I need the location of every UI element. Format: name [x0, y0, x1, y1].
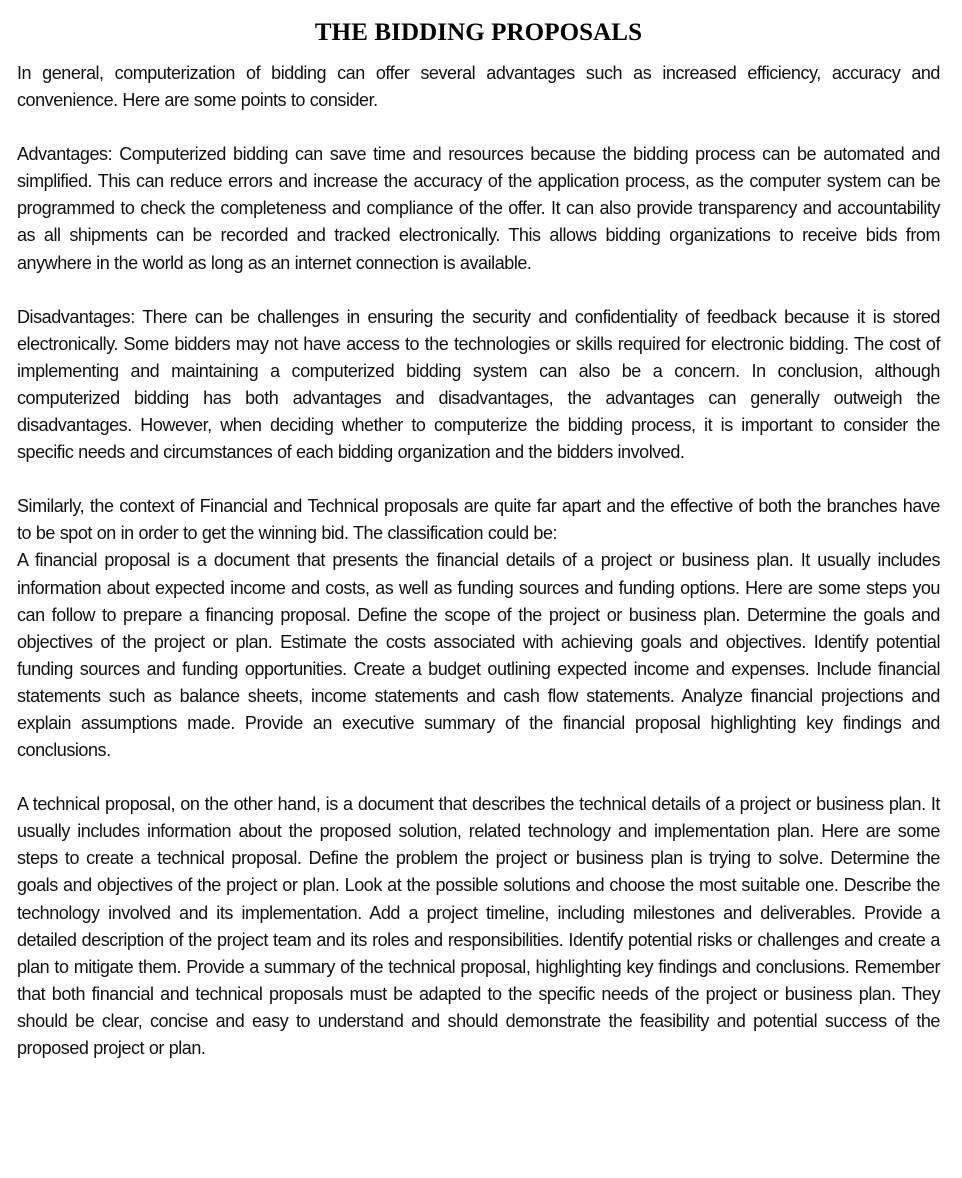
- intro-paragraph: In general, computerization of bidding can offer several advantages such as increased efficiency, accuracy and convenience. Here are some points to consider.: [17, 63, 940, 111]
- document-body: [17, 60, 940, 1062]
- technical-proposal-paragraph: A technical proposal, on the other hand, is a document that describes the technical details of a project or business plan. It usually includes information about the proposed solution, related technology and implementation plan. Here are some steps to create a technical proposal. Define the problem the project or business plan is trying to solve. Determine the goals and objectives of the project or plan. Look at the possible solutions and choose the most suitable one. Describe the technology involved and its implementation. Add a project timeline, including milestones and deliverables. Provide a detailed description of the project team and its roles and responsibilities. Identify potential risks or challenges and create a plan to mitigate them. Provide a summary of the technical proposal, highlighting key findings and conclusions. Remember that both financial and technical proposals must be adapted to the specific needs of the project or business plan. They should be clear, concise and easy to understand and should demonstrate the feasibility and potential success of the proposed project or plan.: [17, 794, 940, 1058]
- disadvantages-paragraph: Disadvantages: There can be challenges in ensuring the security and confidentiality of feedback because it is stored electronically. Some bidders may not have access to the technologies or skills required for electronic bidding. The cost of implementing and maintaining a computerized bidding system can also be a concern. In conclusion, although computerized bidding has both advantages and disadvantages, the advantages can generally outweigh the disadvantages. However, when deciding whether to computerize the bidding process, it is important to consider the specific needs and circumstances of each bidding organization and the bidders involved.: [17, 306, 940, 463]
- document-title: THE BIDDING PROPOSALS: [314, 19, 643, 46]
- financial-proposal-paragraph: A financial proposal is a document that presents the financial details of a project or business plan. It usually includes information about expected income and costs, as well as funding sources and funding options. Here are some steps you can follow to prepare a financing proposal. Define the scope of the project or business plan. Determine the goals and objectives of the project or plan. Estimate the costs associated with achieving goals and objectives. Identify potential funding sources and funding opportunities. Create a budget outlining expected income and expenses. Include financial statements such as balance sheets, income statements and cash flow statements. Analyze financial projections and explain assumptions made. Provide an executive summary of the financial proposal highlighting key findings and conclusions.: [17, 550, 940, 761]
- advantages-paragraph: Advantages: Computerized bidding can save time and resources because the bidding process can be automated and simplified. This can reduce errors and increase the accuracy of the application process, as the computer system can be programmed to check the completeness and compliance of the offer. It can also provide transparency and accountability as all shipments can be recorded and tracked electronically. This allows bidding organizations to receive bids from anywhere in the world as long as an internet connection is available.: [17, 144, 940, 273]
- classification-paragraph: Similarly, the context of Financial and Technical proposals are quite far apart and the effective of both the branches have to be spot on in order to get the winning bid. The classification could be:: [17, 496, 940, 544]
